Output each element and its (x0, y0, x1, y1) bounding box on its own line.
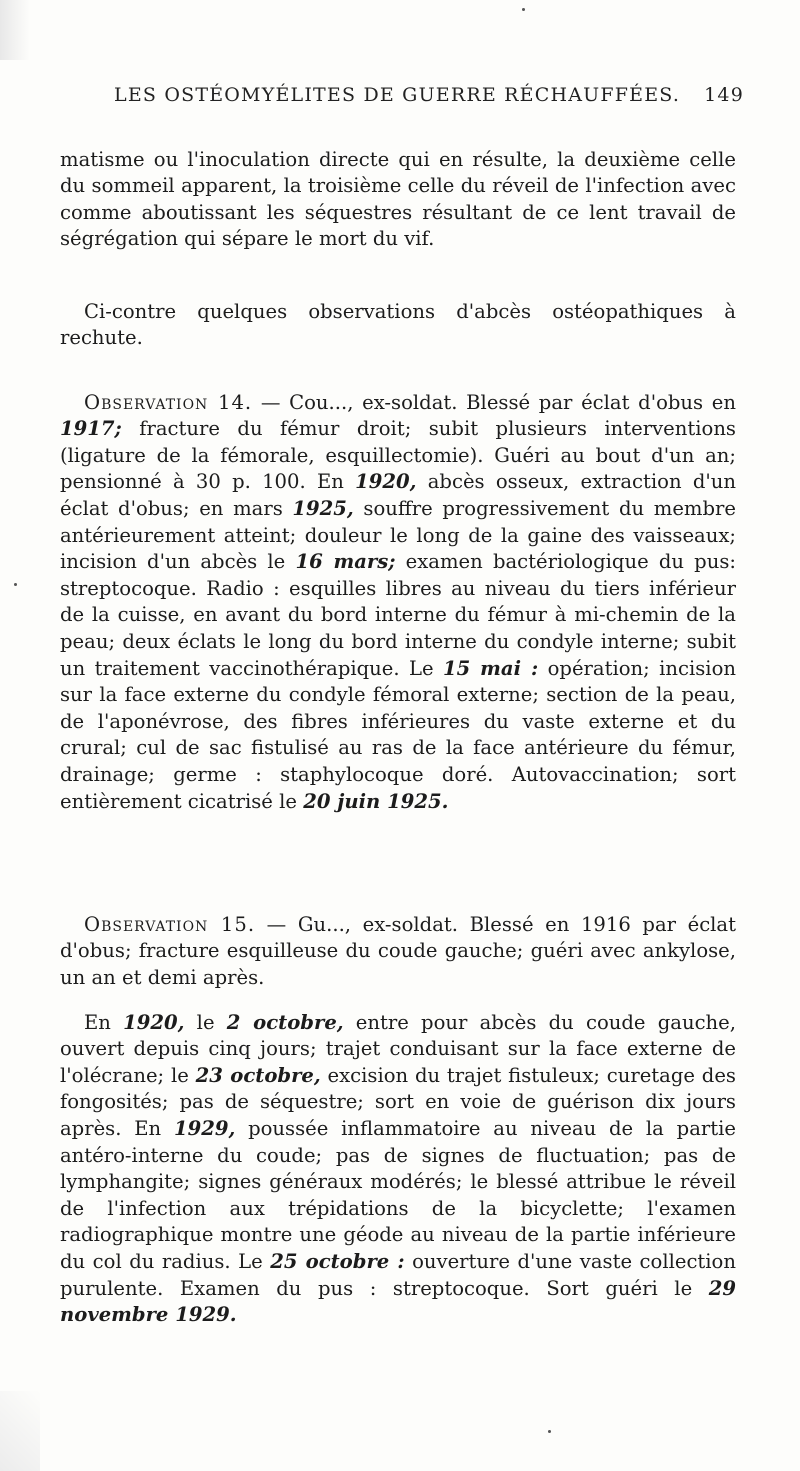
p5-date-6: 29 novembre 1929. (60, 1276, 736, 1327)
p5-date-5: 25 octobre : (270, 1249, 405, 1273)
obs14-year-1: 1917; (60, 417, 122, 441)
observation-14-label: Observation 14. (84, 390, 253, 414)
p5-date-2: 2 octobre, (226, 1010, 344, 1034)
scan-edge-artifact-bottom (0, 1391, 40, 1471)
observation-14 (60, 390, 736, 816)
running-header (114, 84, 744, 106)
obs14-text-c: souffre progressivement du membre antérieurement atteint; douleur le long de la gaine des vaisseaux; incision d'un abcès le (60, 496, 736, 574)
obs15-text: — Gu..., ex-soldat. Blessé en 1916 par éclat d'obus; fracture esquilleuse du coude gauche; guéri avec ankylose, un an et demi après. (60, 912, 736, 989)
paragraph-intro-observations: Ci-contre quelques observations d'abcès ostéopathiques à rechute. (60, 299, 736, 350)
p5-date-4: 1929, (173, 1116, 236, 1140)
obs14-text-e: opération; incision sur la face externe du condyle fémoral externe; section de la peau, de l'aponévrose, des fibres inférieures du vaste externe et du crural; cul de sac fistulisé au ras de la face antérieure du fémur, drainage; germe : staphylocoque doré. Autovaccination; sort entièrement cicatrisé le (60, 656, 736, 813)
page-number: 149 (704, 84, 744, 106)
obs14-text-d: examen bactériologique du pus: streptocoque. Radio : esquilles libres au niveau du tiers inférieur de la cuisse, en avant du bord interne du fémur à mi-chemin de la peau; deux éclats le long du bord interne du condyle interne; subit un traitement vaccinothérapique. Le (60, 550, 736, 680)
scan-edge-artifact (0, 0, 30, 60)
p5-text-a: En (84, 1010, 124, 1034)
obs14-intro: — Cou..., ex-soldat. Blessé par éclat d'obus en (252, 390, 736, 414)
header-title: LES OSTÉOMYÉLITES DE GUERRE RÉCHAUFFÉES. (114, 84, 681, 106)
obs14-year-3: 1925, (292, 496, 354, 520)
paragraph-continuation: matisme ou l'inoculation directe qui en résulte, la deuxième celle du sommeil apparent, la troisième celle du réveil de l'infection avec comme aboutissant les séquestres résultant de ce lent travail de ségrégation qui sépare le mort du vif. (60, 147, 736, 251)
ink-speck (522, 8, 525, 11)
p5-date-1: 1920, (123, 1010, 185, 1034)
p5-text-c: entre pour abcès du coude gauche, ouvert depuis cinq jours; trajet conduisant sur la face externe de l'olécrane; le (60, 1010, 736, 1087)
obs14-year-2: 1920, (355, 470, 417, 494)
ink-speck (14, 583, 17, 586)
observation-15 (60, 912, 736, 992)
observation-15-continuation (60, 1010, 736, 1329)
obs14-date-1: 16 mars; (295, 550, 396, 574)
p5-text-e: excision du trajet fistuleux; curetage des fongosités; pas de séquestre; sort en voie de guérison dix jours après. En (60, 1063, 736, 1140)
p5-text-b: le (184, 1010, 227, 1034)
obs14-date-2: 15 mai : (442, 656, 539, 680)
ink-speck (548, 1430, 551, 1433)
obs14-text-b: abcès osseux, extraction d'un éclat d'obus; en mars (60, 470, 737, 520)
p5-date-3: 23 octobre, (195, 1063, 321, 1087)
obs14-date-3: 20 juin 1925. (303, 789, 449, 813)
obs14-text-a: fracture du fémur droit; subit plusieurs interventions (ligature de la fémorale, esquillectomie). Guéri au bout d'un an; pensionné à 30 p. 100. En (60, 417, 736, 494)
observation-15-label: Observation 15. (84, 912, 256, 936)
p5-text-g: ouverture d'une vaste collection purulente. Examen du pus : streptocoque. Sort guéri le (60, 1249, 736, 1300)
p5-text-f: poussée inflammatoire au niveau de la partie antéro-interne du coude; pas de signes de fluctuation; pas de lymphangite; signes généraux modérés; le blessé attribue le réveil de l'infection aux trépidations de la bicyclette; l'examen radiographique montre une géode au niveau de la partie inférieure du col du radius. Le (60, 1116, 736, 1273)
